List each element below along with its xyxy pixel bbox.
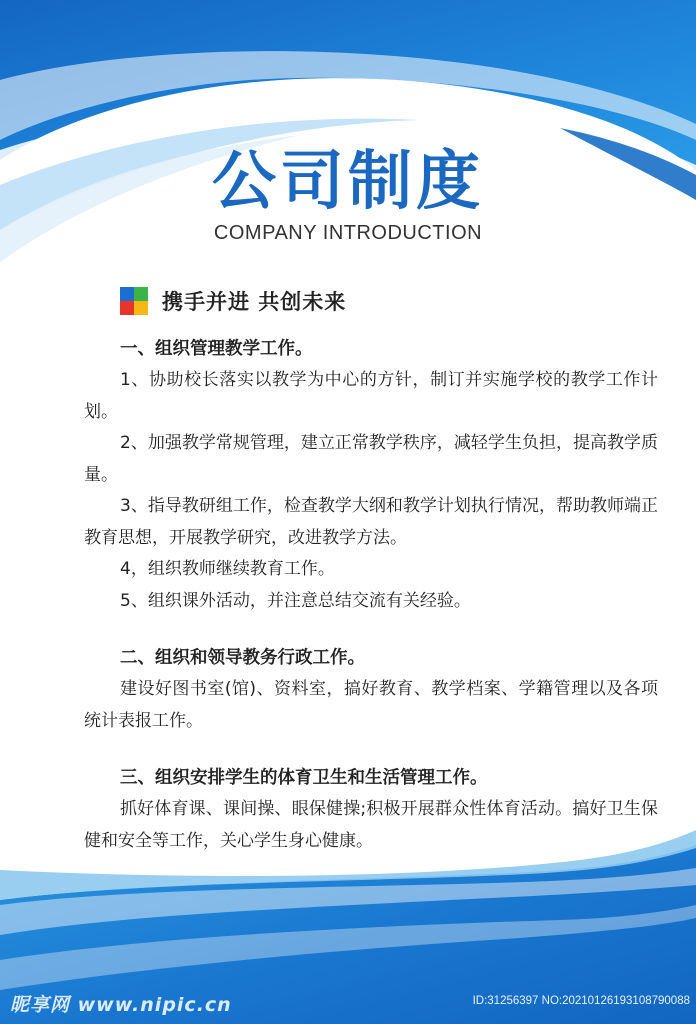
section-heading: 三、组织安排学生的体育卫生和生活管理工作。 (120, 768, 488, 788)
watermark-site: 昵享网 www.nipic.cn (10, 994, 232, 1016)
section-paragraph: 5、组织课外活动，并注意总结交流有关经验。 (120, 590, 471, 611)
section-3 (84, 763, 658, 857)
section-paragraph: 抓好体育课、课间操、眼保健操;积极开展群众性体育活动。搞好卫生保健和安全等工作，关心学生身心健康。 (84, 799, 658, 851)
section-paragraph: 3、指导教研组工作，检查教学大纲和教学计划执行情况，帮助教师端正教育思想，开展教学研究，改进教学方法。 (84, 496, 658, 548)
section-1 (84, 334, 658, 617)
section-paragraph: 2、加强教学常规管理，建立正常教学秩序，减轻学生负担，提高教学质量。 (84, 433, 658, 485)
section-paragraph: 4，组织教师继续教育工作。 (120, 559, 335, 579)
watermark-id: ID:31256397 NO:20210126193108790088 (472, 995, 690, 1007)
section-heading: 一、组织管理教学工作。 (120, 339, 313, 359)
slogan-row (120, 285, 346, 317)
slogan-text: 携手并进 共创未来 (162, 290, 347, 314)
page-title: 公司制度 (212, 145, 484, 219)
section-2 (84, 643, 658, 737)
four-color-square-icon (120, 287, 148, 315)
section-paragraph: 建设好图书室(馆)、资料室，搞好教育、教学档案、学籍管理以及各项统计表报工作。 (84, 679, 658, 731)
page-subtitle: COMPANY INTRODUCTION (213, 222, 483, 244)
section-paragraph: 1、协助校长落实以教学为中心的方针，制订并实施学校的教学工作计划。 (84, 370, 658, 422)
section-heading: 二、组织和领导教务行政工作。 (120, 648, 365, 668)
rules-content (84, 334, 658, 857)
